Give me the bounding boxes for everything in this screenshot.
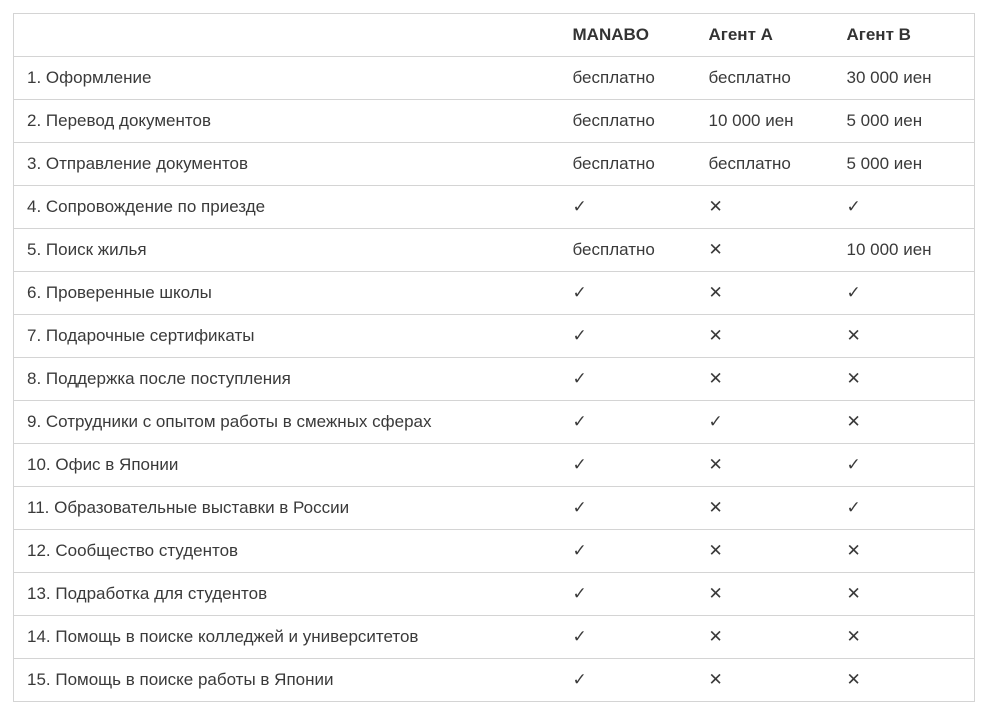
check-icon: ✓ bbox=[572, 541, 587, 561]
check-icon: ✓ bbox=[572, 584, 587, 604]
feature-label: 14. Помощь в поиске колледжей и университетов bbox=[27, 627, 419, 646]
feature-label: 5. Поиск жилья bbox=[27, 240, 147, 259]
manabo-cell bbox=[560, 143, 696, 186]
agent-a-cell bbox=[696, 401, 834, 444]
agent-a-cell bbox=[696, 143, 834, 186]
table-row bbox=[14, 186, 975, 229]
feature-label: 12. Сообщество студентов bbox=[27, 541, 239, 560]
feature-cell bbox=[14, 100, 560, 143]
manabo-cell bbox=[560, 57, 696, 100]
cell-value: бесплатно bbox=[572, 68, 655, 87]
agent-a-cell bbox=[696, 315, 834, 358]
agent-b-cell bbox=[834, 57, 975, 100]
agent-a-cell bbox=[696, 358, 834, 401]
agent-a-cell bbox=[696, 186, 834, 229]
cross-icon: ✕ bbox=[846, 541, 861, 561]
feature-label: 10. Офис в Японии bbox=[27, 455, 179, 474]
header-agent-a: Агент А bbox=[696, 14, 834, 57]
comparison-table-container bbox=[13, 13, 974, 702]
table-row bbox=[14, 444, 975, 487]
cross-icon: ✕ bbox=[708, 498, 723, 518]
cross-icon: ✕ bbox=[708, 541, 723, 561]
agent-b-cell bbox=[834, 573, 975, 616]
agent-b-cell bbox=[834, 100, 975, 143]
cross-icon: ✕ bbox=[846, 670, 861, 690]
agent-a-cell bbox=[696, 444, 834, 487]
agent-b-cell bbox=[834, 444, 975, 487]
check-icon: ✓ bbox=[846, 455, 861, 475]
cell-value: 5 000 иен bbox=[846, 111, 923, 130]
feature-cell bbox=[14, 487, 560, 530]
feature-label: 13. Подработка для студентов bbox=[27, 584, 268, 603]
cross-icon: ✕ bbox=[846, 326, 861, 346]
feature-cell bbox=[14, 272, 560, 315]
check-icon: ✓ bbox=[846, 283, 861, 303]
table-row bbox=[14, 315, 975, 358]
agent-a-cell bbox=[696, 530, 834, 573]
feature-cell bbox=[14, 229, 560, 272]
check-icon: ✓ bbox=[572, 627, 587, 647]
agent-b-cell bbox=[834, 186, 975, 229]
table-body bbox=[14, 57, 975, 702]
cell-value: бесплатно bbox=[708, 154, 791, 173]
cross-icon: ✕ bbox=[708, 240, 723, 260]
cross-icon: ✕ bbox=[708, 455, 723, 475]
comparison-table bbox=[13, 13, 975, 702]
table-row bbox=[14, 616, 975, 659]
table-row bbox=[14, 659, 975, 702]
check-icon: ✓ bbox=[572, 412, 587, 432]
feature-cell bbox=[14, 616, 560, 659]
feature-label: 6. Проверенные школы bbox=[27, 283, 212, 302]
cross-icon: ✕ bbox=[708, 326, 723, 346]
manabo-cell bbox=[560, 616, 696, 659]
check-icon: ✓ bbox=[572, 369, 587, 389]
check-icon: ✓ bbox=[572, 670, 587, 690]
table-row bbox=[14, 401, 975, 444]
check-icon: ✓ bbox=[572, 455, 587, 475]
table-row bbox=[14, 143, 975, 186]
cell-value: 5 000 иен bbox=[846, 154, 923, 173]
check-icon: ✓ bbox=[846, 197, 861, 217]
cross-icon: ✕ bbox=[846, 369, 861, 389]
check-icon: ✓ bbox=[572, 498, 587, 518]
cross-icon: ✕ bbox=[846, 627, 861, 647]
feature-label: 8. Поддержка после поступления bbox=[27, 369, 291, 388]
manabo-cell bbox=[560, 272, 696, 315]
check-icon: ✓ bbox=[708, 412, 723, 432]
agent-b-cell bbox=[834, 616, 975, 659]
feature-cell bbox=[14, 358, 560, 401]
agent-b-cell bbox=[834, 530, 975, 573]
feature-label: 9. Сотрудники с опытом работы в смежных сферах bbox=[27, 412, 432, 431]
manabo-cell bbox=[560, 186, 696, 229]
feature-cell bbox=[14, 315, 560, 358]
check-icon: ✓ bbox=[846, 498, 861, 518]
feature-label: 4. Сопровождение по приезде bbox=[27, 197, 266, 216]
feature-cell bbox=[14, 401, 560, 444]
manabo-cell bbox=[560, 229, 696, 272]
feature-cell bbox=[14, 444, 560, 487]
header-feature bbox=[14, 14, 560, 57]
table-row bbox=[14, 358, 975, 401]
agent-b-cell bbox=[834, 659, 975, 702]
cross-icon: ✕ bbox=[708, 369, 723, 389]
cross-icon: ✕ bbox=[708, 197, 723, 217]
table-row bbox=[14, 272, 975, 315]
manabo-cell bbox=[560, 100, 696, 143]
feature-cell bbox=[14, 530, 560, 573]
agent-a-cell bbox=[696, 659, 834, 702]
agent-b-cell bbox=[834, 487, 975, 530]
agent-a-cell bbox=[696, 487, 834, 530]
feature-cell bbox=[14, 573, 560, 616]
feature-label: 2. Перевод документов bbox=[27, 111, 211, 130]
table-row bbox=[14, 229, 975, 272]
agent-b-cell bbox=[834, 358, 975, 401]
feature-label: 11. Образовательные выставки в России bbox=[27, 498, 350, 517]
agent-a-cell bbox=[696, 272, 834, 315]
manabo-cell bbox=[560, 487, 696, 530]
cross-icon: ✕ bbox=[708, 627, 723, 647]
cell-value: бесплатно bbox=[572, 240, 655, 259]
feature-label: 3. Отправление документов bbox=[27, 154, 249, 173]
agent-b-cell bbox=[834, 315, 975, 358]
cross-icon: ✕ bbox=[846, 412, 861, 432]
table-row bbox=[14, 487, 975, 530]
manabo-cell bbox=[560, 358, 696, 401]
cross-icon: ✕ bbox=[708, 670, 723, 690]
cross-icon: ✕ bbox=[846, 584, 861, 604]
manabo-cell bbox=[560, 444, 696, 487]
cell-value: 10 000 иен bbox=[846, 240, 932, 259]
check-icon: ✓ bbox=[572, 326, 587, 346]
cross-icon: ✕ bbox=[708, 584, 723, 604]
feature-label: 1. Оформление bbox=[27, 68, 152, 87]
agent-a-cell bbox=[696, 573, 834, 616]
table-header-row bbox=[14, 14, 975, 57]
feature-cell bbox=[14, 57, 560, 100]
cell-value: бесплатно bbox=[708, 68, 791, 87]
agent-b-cell bbox=[834, 229, 975, 272]
table-row bbox=[14, 573, 975, 616]
header-manabo: MANABO bbox=[560, 14, 696, 57]
manabo-cell bbox=[560, 315, 696, 358]
cell-value: бесплатно bbox=[572, 154, 655, 173]
check-icon: ✓ bbox=[572, 197, 587, 217]
agent-a-cell bbox=[696, 229, 834, 272]
manabo-cell bbox=[560, 530, 696, 573]
agent-b-cell bbox=[834, 272, 975, 315]
feature-label: 15. Помощь в поиске работы в Японии bbox=[27, 670, 334, 689]
cell-value: бесплатно bbox=[572, 111, 655, 130]
manabo-cell bbox=[560, 401, 696, 444]
header-agent-b: Агент В bbox=[834, 14, 975, 57]
cell-value: 30 000 иен bbox=[846, 68, 932, 87]
agent-b-cell bbox=[834, 401, 975, 444]
table-row bbox=[14, 100, 975, 143]
cross-icon: ✕ bbox=[708, 283, 723, 303]
table-row bbox=[14, 57, 975, 100]
feature-cell bbox=[14, 659, 560, 702]
feature-cell bbox=[14, 186, 560, 229]
check-icon: ✓ bbox=[572, 283, 587, 303]
feature-label: 7. Подарочные сертификаты bbox=[27, 326, 255, 345]
agent-a-cell bbox=[696, 616, 834, 659]
agent-b-cell bbox=[834, 143, 975, 186]
manabo-cell bbox=[560, 573, 696, 616]
manabo-cell bbox=[560, 659, 696, 702]
table-row bbox=[14, 530, 975, 573]
agent-a-cell bbox=[696, 100, 834, 143]
feature-cell bbox=[14, 143, 560, 186]
cell-value: 10 000 иен bbox=[708, 111, 794, 130]
agent-a-cell bbox=[696, 57, 834, 100]
